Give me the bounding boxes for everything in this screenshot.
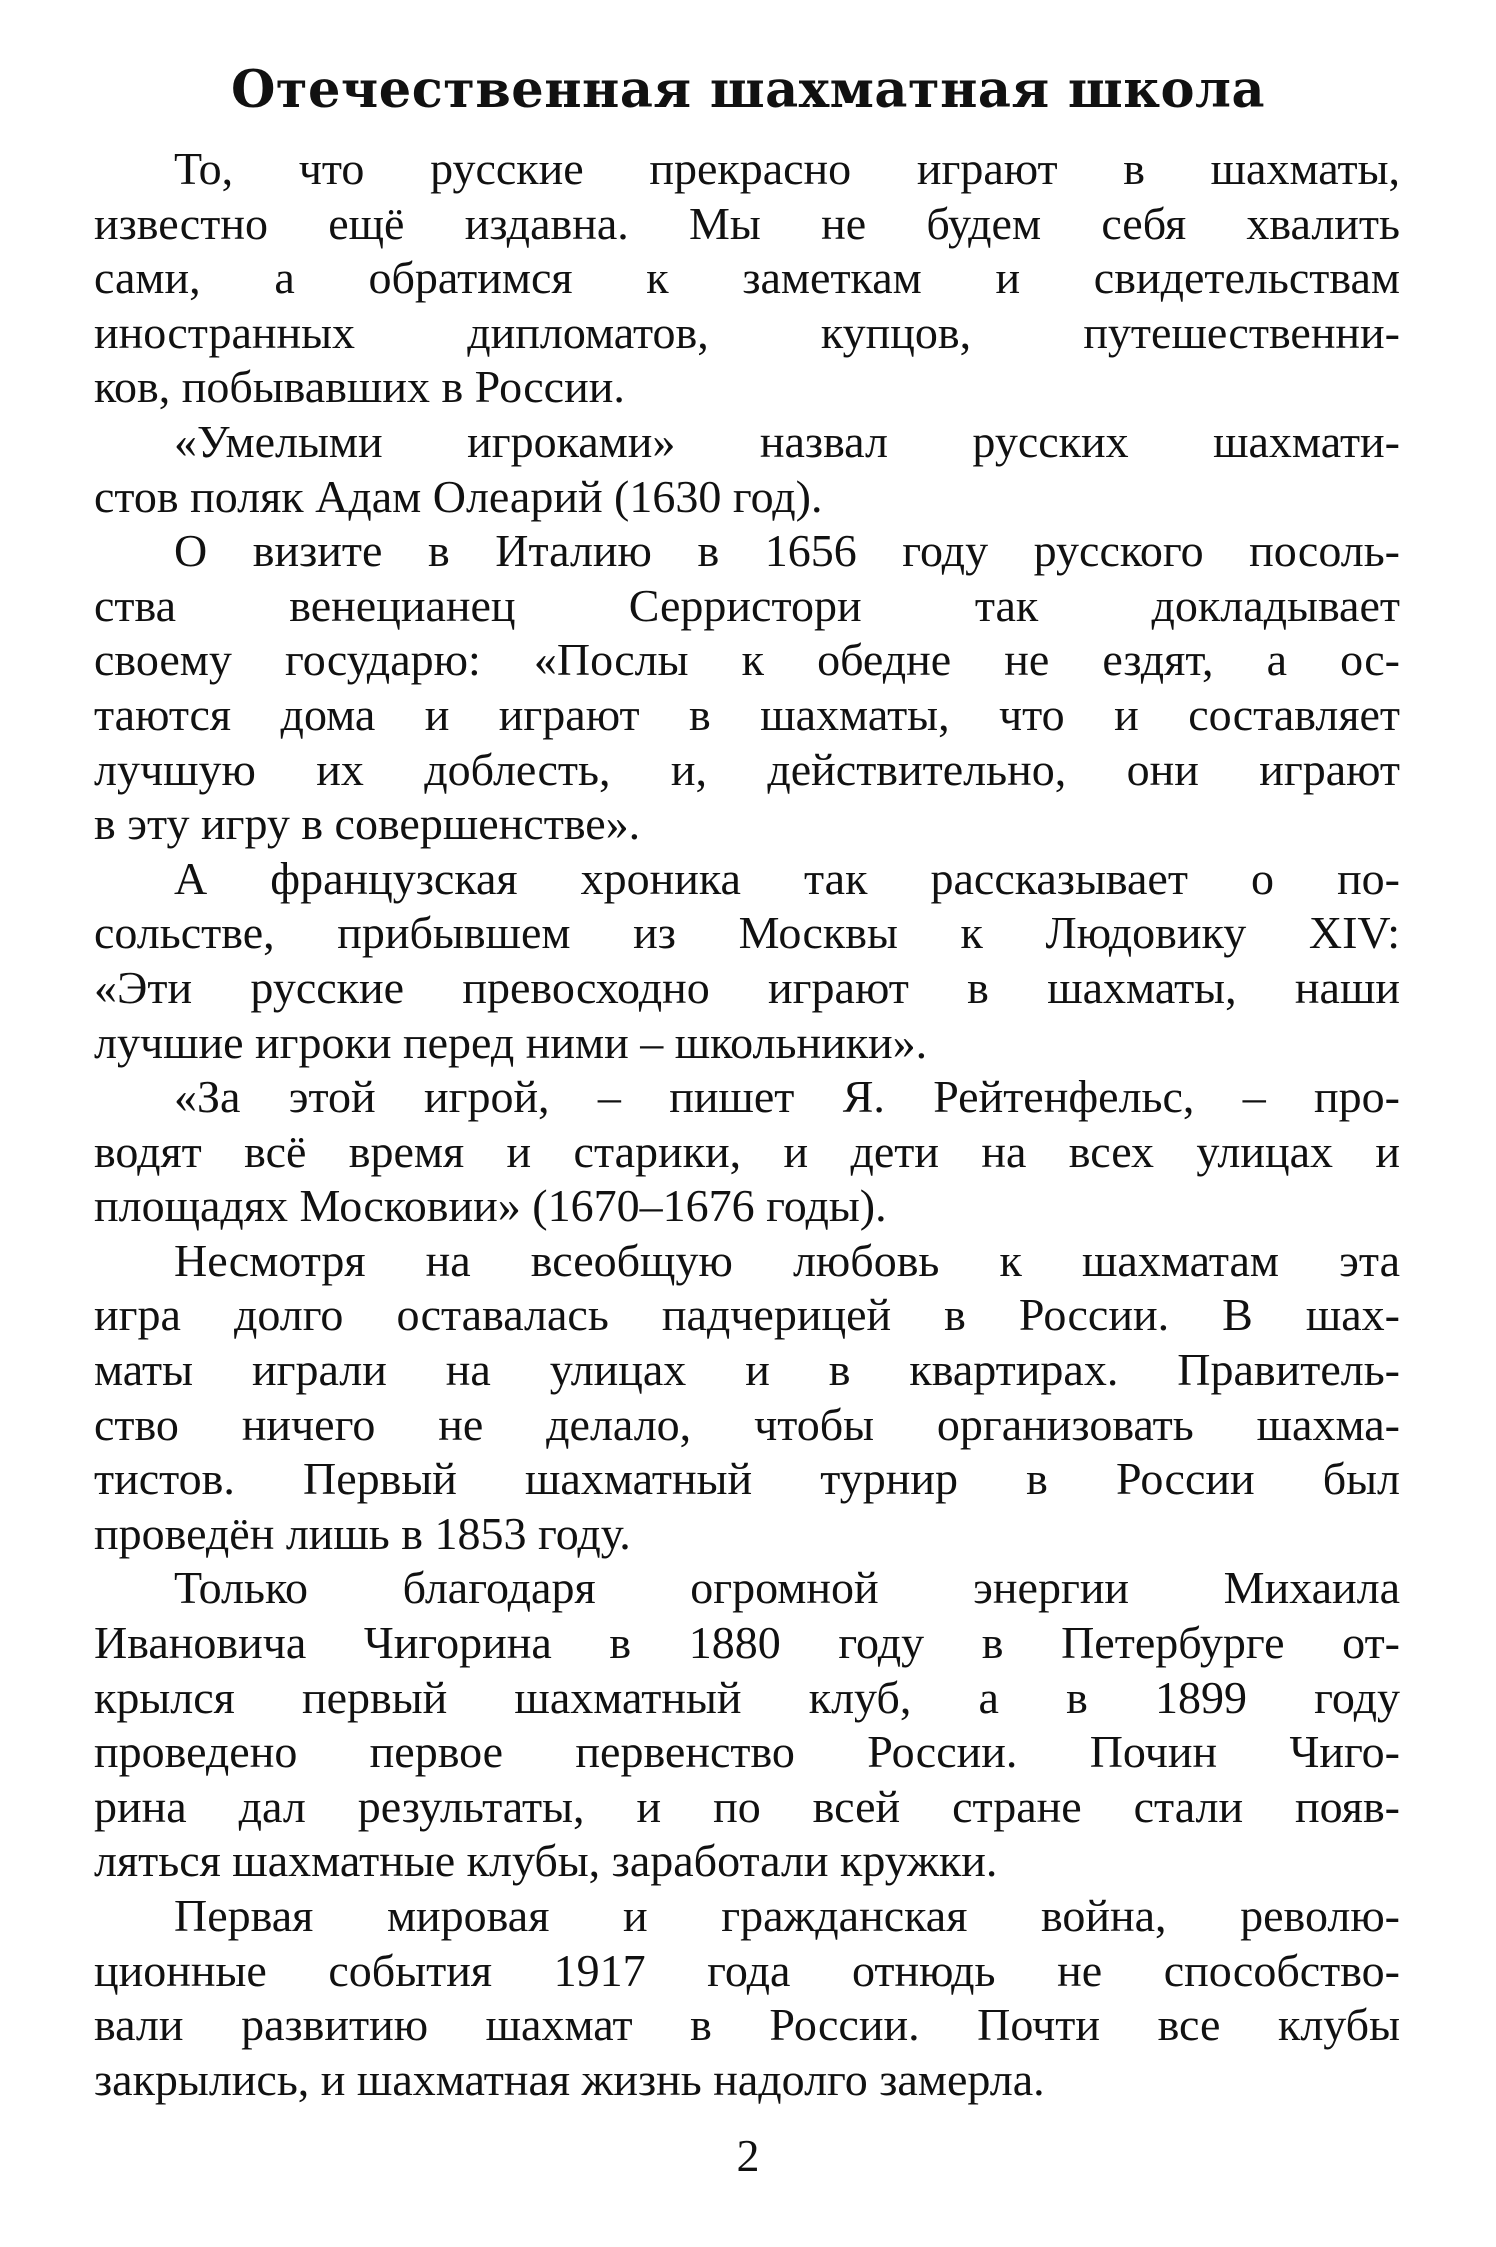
paragraph xyxy=(94,852,1400,1070)
text-line: «За этой игрой, – пишет Я. Рейтенфельс, – про- xyxy=(174,1071,1400,1123)
text-line: ство ничего не делало, чтобы организовать шахма- xyxy=(94,1398,1400,1450)
text-line: своему государю: «Послы к обедне не ездят, а ос- xyxy=(94,634,1400,686)
text-line: вали развитию шахмат в России. Почти все клубы xyxy=(94,1999,1400,2051)
text-line: То, что русские прекрасно играют в шахматы, xyxy=(174,143,1400,194)
text-line: сольстве, прибывшем из Москвы к Людовику XIV: xyxy=(94,907,1400,959)
text-line: крылся первый шахматный клуб, а в 1899 году xyxy=(94,1671,1400,1723)
page-number: 2 xyxy=(736,2130,760,2181)
text-line: сами, а обратимся к заметкам и свидетельствам xyxy=(94,252,1400,304)
text-line: Несмотря на всеобщую любовь к шахматам эта xyxy=(174,1234,1400,1286)
text-line: ства венецианец Серристори так докладывает xyxy=(94,579,1400,631)
paragraph xyxy=(94,1070,1400,1234)
text-line: Ивановича Чигорина в 1880 году в Петербурге от- xyxy=(94,1617,1400,1669)
paragraph xyxy=(94,142,1400,415)
text-line: лучшие игроки перед ними – школьники». xyxy=(94,1016,928,1068)
text-line: площадях Московии» (1670–1676 годы). xyxy=(94,1180,887,1232)
text-line: ков, побывавших в России. xyxy=(94,361,625,413)
text-line: «Умелыми игроками» назвал русских шахмати- xyxy=(174,415,1400,467)
text-line: тистов. Первый шахматный турнир в России был xyxy=(94,1453,1400,1505)
text-line: О визите в Италию в 1656 году русского посоль- xyxy=(174,525,1400,577)
text-line: водят всё время и старики, и дети на всех улицах и xyxy=(94,1125,1400,1177)
text-line: закрылись, и шахматная жизнь надолго замерла. xyxy=(94,2053,1045,2105)
text-line: Только благодаря огромной энергии Михаила xyxy=(174,1562,1400,1614)
text-line: проведён лишь в 1853 году. xyxy=(94,1507,631,1559)
paragraph xyxy=(94,524,1400,852)
text-line: таются дома и играют в шахматы, что и составляет xyxy=(94,688,1400,740)
text-line: маты играли на улицах и в квартирах. Правитель- xyxy=(94,1344,1400,1396)
text-line: проведено первое первенство России. Почин Чиго- xyxy=(94,1726,1400,1778)
text-line: игра долго оставалась падчерицей в России. В шах- xyxy=(94,1289,1400,1341)
paragraph xyxy=(94,1234,1400,1562)
article-body xyxy=(94,142,1400,2107)
paragraph xyxy=(94,415,1400,524)
paragraph xyxy=(94,1889,1400,2107)
text-line: известно ещё издавна. Мы не будем себя хвалить xyxy=(94,197,1400,249)
text-line: в эту игру в совершенстве». xyxy=(94,798,641,850)
text-line: «Эти русские превосходно играют в шахматы, наши xyxy=(94,961,1400,1013)
paragraph xyxy=(94,1561,1400,1889)
text-line: рина дал результаты, и по всей стране стали появ- xyxy=(94,1780,1400,1832)
text-line: иностранных дипломатов, купцов, путешественни- xyxy=(94,306,1400,358)
page-title: Отечественная шахматная школа xyxy=(230,60,1266,120)
text-line: стов поляк Адам Олеарий (1630 год). xyxy=(94,470,823,522)
text-line: Первая мировая и гражданская война, револю- xyxy=(174,1890,1400,1941)
text-line: А французская хроника так рассказывает о по- xyxy=(174,852,1400,904)
text-line: лучшую их доблесть, и, действительно, они играют xyxy=(94,743,1400,795)
text-line: ционные события 1917 года отнюдь не способство- xyxy=(94,1944,1400,1996)
text-line: ляться шахматные клубы, заработали кружки. xyxy=(94,1835,998,1887)
